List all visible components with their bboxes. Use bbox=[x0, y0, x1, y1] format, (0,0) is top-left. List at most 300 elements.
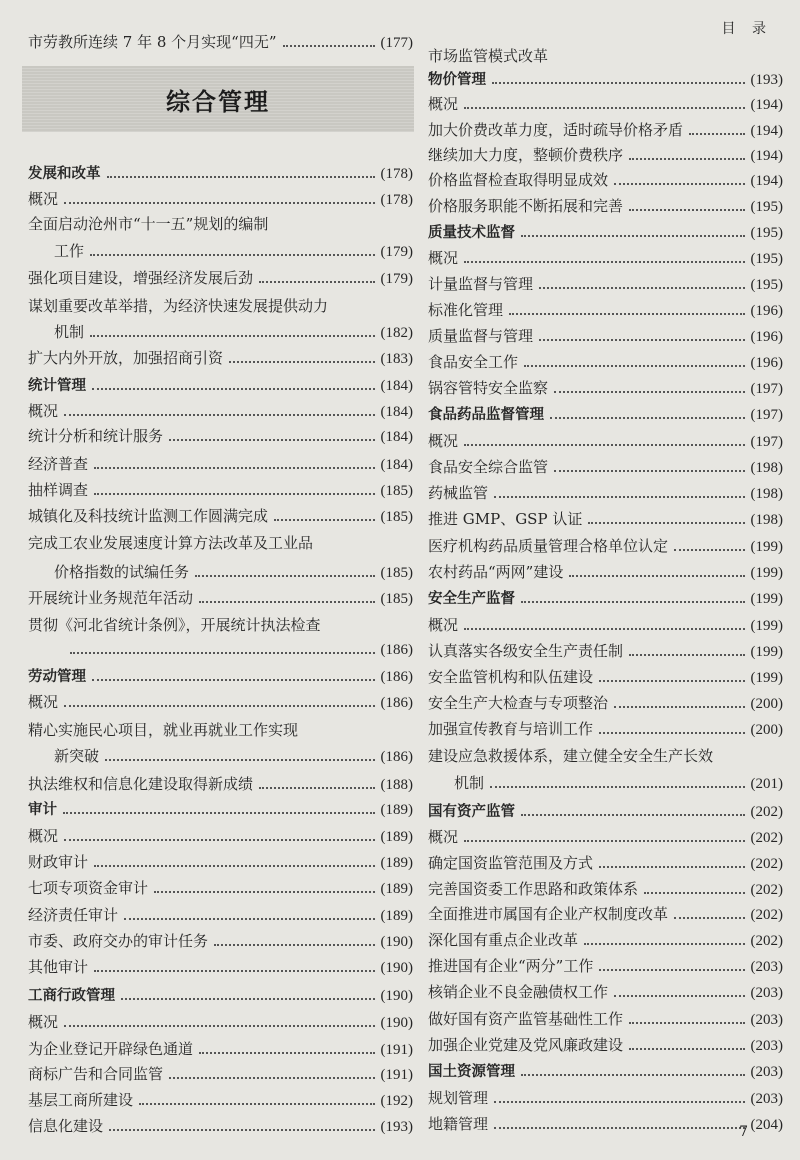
toc-entry bbox=[428, 320, 783, 346]
toc-page-ref: (200) bbox=[750, 696, 783, 712]
toc-dot-leader bbox=[94, 865, 374, 867]
toc-page-ref: (184) bbox=[380, 404, 413, 420]
toc-dot-leader bbox=[63, 812, 375, 814]
toc-page-ref: (193) bbox=[380, 1119, 413, 1135]
toc-page-ref: (192) bbox=[380, 1093, 413, 1109]
toc-section-heading bbox=[28, 660, 413, 686]
toc-entry bbox=[28, 556, 413, 582]
toc-entry-title: 价格监督检查取得明显成效 bbox=[428, 171, 609, 189]
toc-dot-leader bbox=[554, 391, 744, 393]
toc-section-heading bbox=[28, 793, 413, 819]
toc-entry bbox=[28, 235, 413, 261]
toc-entry-title: 开展统计业务规范年活动 bbox=[28, 589, 194, 607]
toc-dot-leader bbox=[614, 183, 744, 185]
toc-entry bbox=[428, 821, 783, 847]
toc-page-ref: (184) bbox=[380, 457, 413, 473]
toc-entry bbox=[28, 500, 413, 526]
toc-entry bbox=[428, 1029, 783, 1055]
toc-dot-leader bbox=[550, 417, 745, 419]
toc-entry bbox=[28, 342, 413, 368]
toc-page-ref: (195) bbox=[750, 199, 783, 215]
toc-page-ref: (203) bbox=[750, 959, 783, 975]
toc-page-ref: (195) bbox=[750, 251, 783, 267]
toc-dot-leader bbox=[195, 575, 374, 577]
toc-dot-leader bbox=[509, 313, 744, 315]
toc-entry-title: 概况 bbox=[428, 432, 459, 450]
toc-dot-leader bbox=[64, 414, 374, 416]
toc-dot-leader bbox=[629, 158, 744, 160]
toc-entry bbox=[28, 582, 413, 608]
toc-entry bbox=[428, 1108, 783, 1134]
toc-dot-leader bbox=[121, 998, 375, 1000]
toc-entry-title: 信息化建设 bbox=[28, 1117, 104, 1135]
toc-entry bbox=[428, 740, 783, 766]
toc-page-ref: (196) bbox=[750, 329, 783, 345]
toc-page-ref: (203) bbox=[750, 1038, 783, 1054]
toc-entry-title: 贯彻《河北省统计条例》，开展统计执法检查 bbox=[28, 616, 321, 634]
toc-page-ref: (195) bbox=[750, 277, 783, 293]
toc-dot-leader bbox=[90, 335, 374, 337]
toc-dot-leader bbox=[464, 107, 744, 109]
toc-dot-leader bbox=[107, 176, 375, 178]
toc-entry bbox=[428, 451, 783, 477]
toc-dot-leader bbox=[599, 680, 744, 682]
toc-entry bbox=[28, 208, 413, 234]
toc-entry-title: 市场监管模式改革 bbox=[428, 47, 549, 65]
toc-dot-leader bbox=[614, 995, 744, 997]
toc-dot-leader bbox=[94, 493, 374, 495]
toc-entry bbox=[28, 820, 413, 846]
toc-entry bbox=[28, 1006, 413, 1032]
toc-entry-title: 价格指数的试编任务 bbox=[54, 563, 190, 581]
toc-entry-title: 经济普查 bbox=[28, 455, 89, 473]
toc-entry-title: 概况 bbox=[28, 402, 59, 420]
toc-dot-leader bbox=[92, 388, 375, 390]
toc-page-ref: (189) bbox=[380, 829, 413, 845]
toc-entry-title: 锅容管特安全监察 bbox=[428, 379, 549, 397]
toc-entry bbox=[28, 1110, 413, 1136]
toc-entry bbox=[428, 530, 783, 556]
toc-entry bbox=[28, 740, 413, 766]
page-corner-label: 目 录 bbox=[721, 21, 772, 37]
toc-entry-title: 食品药品监督管理 bbox=[428, 407, 544, 423]
toc-entry-title: 安全监管机构和队伍建设 bbox=[428, 668, 594, 686]
toc-dot-leader bbox=[599, 732, 744, 734]
toc-entry-title: 强化项目建设，增强经济发展后劲 bbox=[28, 269, 254, 287]
toc-entry-title: 质量技术监督 bbox=[428, 225, 515, 241]
toc-section-heading bbox=[428, 795, 783, 821]
toc-entry bbox=[428, 767, 783, 793]
toc-entry bbox=[28, 316, 413, 342]
toc-entry bbox=[428, 873, 783, 899]
toc-dot-leader bbox=[199, 1052, 374, 1054]
toc-page-ref: (186) bbox=[380, 669, 413, 685]
toc-entry bbox=[28, 183, 413, 209]
toc-entry bbox=[28, 26, 413, 52]
toc-dot-leader bbox=[569, 575, 744, 577]
toc-dot-leader bbox=[629, 654, 744, 656]
toc-page-ref: (202) bbox=[750, 907, 783, 923]
toc-page-ref: (186) bbox=[380, 642, 413, 658]
toc-dot-leader bbox=[494, 1127, 744, 1129]
toc-dot-leader bbox=[229, 361, 374, 363]
toc-page-ref: (185) bbox=[380, 591, 413, 607]
toc-page-ref: (178) bbox=[380, 192, 413, 208]
toc-page-ref: (197) bbox=[750, 407, 783, 423]
toc-entry bbox=[28, 714, 413, 740]
toc-page-ref: (199) bbox=[750, 565, 783, 581]
toc-dot-leader bbox=[139, 1103, 374, 1105]
toc-page-ref: (199) bbox=[750, 591, 783, 607]
toc-dot-leader bbox=[614, 706, 744, 708]
toc-entry bbox=[28, 872, 413, 898]
toc-section-heading bbox=[428, 216, 783, 242]
toc-page-ref: (190) bbox=[380, 988, 413, 1004]
toc-entry-title: 质量监督与管理 bbox=[428, 327, 534, 345]
toc-dot-leader bbox=[64, 1025, 374, 1027]
toc-entry-title: 完成工农业发展速度计算方法改革及工业品 bbox=[28, 534, 314, 552]
toc-entry bbox=[28, 951, 413, 977]
toc-section-heading bbox=[28, 157, 413, 183]
toc-entry-title: 概况 bbox=[428, 616, 459, 634]
toc-entry-title: 劳动管理 bbox=[28, 669, 86, 685]
toc-entry-title: 精心实施民心项目，就业再就业工作实现 bbox=[28, 721, 299, 739]
toc-entry bbox=[428, 477, 783, 503]
toc-entry bbox=[428, 242, 783, 268]
toc-page-ref: (194) bbox=[750, 173, 783, 189]
toc-entry-title: 基层工商所建设 bbox=[28, 1091, 134, 1109]
toc-dot-leader bbox=[521, 814, 745, 816]
toc-entry bbox=[428, 1082, 783, 1108]
toc-dot-leader bbox=[629, 1022, 744, 1024]
toc-section-heading bbox=[28, 979, 413, 1005]
toc-dot-leader bbox=[92, 679, 375, 681]
toc-dot-leader bbox=[274, 519, 374, 521]
toc-dot-leader bbox=[124, 918, 374, 920]
toc-dot-leader bbox=[70, 652, 375, 654]
toc-entry-title: 财政审计 bbox=[28, 853, 89, 871]
toc-page-ref: (191) bbox=[380, 1067, 413, 1083]
toc-entry-title: 规划管理 bbox=[428, 1089, 489, 1107]
toc-entry-title: 统计分析和统计服务 bbox=[28, 427, 164, 445]
toc-page-ref: (178) bbox=[380, 166, 413, 182]
toc-page-ref: (189) bbox=[380, 908, 413, 924]
toc-dot-leader bbox=[90, 254, 374, 256]
toc-entry-title: 深化国有重点企业改革 bbox=[428, 931, 579, 949]
toc-entry bbox=[428, 976, 783, 1002]
toc-entry bbox=[428, 346, 783, 372]
toc-dot-leader bbox=[490, 786, 744, 788]
toc-dot-leader bbox=[494, 496, 744, 498]
toc-dot-leader bbox=[492, 82, 745, 84]
toc-entry-title: 概况 bbox=[28, 827, 59, 845]
toc-entry bbox=[28, 925, 413, 951]
toc-page-ref: (189) bbox=[380, 802, 413, 818]
toc-entry-title: 机制 bbox=[454, 774, 485, 792]
toc-dot-leader bbox=[169, 1077, 374, 1079]
toc-entry-title: 标准化管理 bbox=[428, 301, 504, 319]
toc-page-ref: (198) bbox=[750, 512, 783, 528]
toc-dot-leader bbox=[464, 628, 744, 630]
toc-entry bbox=[28, 899, 413, 925]
toc-page-ref: (190) bbox=[380, 1015, 413, 1031]
toc-entry-title: 建设应急救援体系，建立健全安全生产长效 bbox=[428, 747, 714, 765]
toc-entry bbox=[428, 635, 783, 661]
toc-page-ref: (184) bbox=[380, 429, 413, 445]
toc-dot-leader bbox=[629, 1048, 744, 1050]
toc-page-ref: (199) bbox=[750, 644, 783, 660]
toc-entry-title: 安全生产监督 bbox=[428, 591, 515, 607]
toc-dot-leader bbox=[584, 943, 744, 945]
toc-page-ref: (202) bbox=[750, 856, 783, 872]
toc-entry-title: 概况 bbox=[28, 1013, 59, 1031]
toc-dot-leader bbox=[521, 235, 745, 237]
toc-entry bbox=[428, 139, 783, 165]
toc-entry bbox=[428, 503, 783, 529]
toc-dot-leader bbox=[599, 969, 744, 971]
toc-page-ref: (202) bbox=[750, 933, 783, 949]
toc-entry-title: 市劳教所连续 7 年 8 个月实现“四无” bbox=[28, 33, 277, 51]
toc-page-ref: (186) bbox=[380, 695, 413, 711]
toc-entry bbox=[428, 661, 783, 687]
toc-page-ref: (199) bbox=[750, 539, 783, 555]
toc-entry bbox=[28, 1033, 413, 1059]
toc-dot-leader bbox=[464, 840, 744, 842]
toc-entry bbox=[28, 290, 413, 316]
toc-entry bbox=[28, 686, 413, 712]
toc-entry bbox=[28, 527, 413, 553]
toc-page-ref: (191) bbox=[380, 1042, 413, 1058]
toc-entry-title: 其他审计 bbox=[28, 958, 89, 976]
toc-entry bbox=[28, 448, 413, 474]
toc-page-ref: (203) bbox=[750, 1091, 783, 1107]
section-banner-title: 综合管理 bbox=[166, 87, 270, 116]
toc-page-ref: (197) bbox=[750, 434, 783, 450]
toc-page-ref: (201) bbox=[750, 776, 783, 792]
toc-entry-title: 国土资源管理 bbox=[428, 1064, 515, 1080]
toc-page-ref: (198) bbox=[750, 460, 783, 476]
toc-page-ref: (185) bbox=[380, 509, 413, 525]
toc-entry-title: 安全生产大检查与专项整治 bbox=[428, 694, 609, 712]
toc-dot-leader bbox=[599, 866, 744, 868]
toc-dot-leader bbox=[689, 133, 744, 135]
toc-page-ref: (190) bbox=[380, 934, 413, 950]
toc-entry-title: 加强企业党建及党风廉政建设 bbox=[428, 1036, 624, 1054]
toc-entry-title: 谋划重要改革举措，为经济快速发展提供动力 bbox=[28, 297, 329, 315]
toc-entry-title: 全面启动沧州市“十一五”规划的编制 bbox=[28, 215, 269, 233]
toc-page-ref: (183) bbox=[380, 351, 413, 367]
toc-entry-title: 工商行政管理 bbox=[28, 988, 115, 1004]
toc-entry bbox=[428, 847, 783, 873]
toc-entry-title: 市委、政府交办的审计任务 bbox=[28, 932, 209, 950]
toc-page-ref: (202) bbox=[750, 804, 783, 820]
toc-entry-title: 完善国资委工作思路和政策体系 bbox=[428, 880, 639, 898]
toc-entry bbox=[28, 262, 413, 288]
toc-page-ref: (204) bbox=[750, 1117, 783, 1133]
toc-section-heading bbox=[28, 369, 413, 395]
toc-entry-title: 计量监督与管理 bbox=[428, 275, 534, 293]
toc-entry bbox=[28, 1058, 413, 1084]
toc-section-heading bbox=[428, 582, 783, 608]
toc-page-ref: (190) bbox=[380, 960, 413, 976]
toc-entry-title: 概况 bbox=[28, 190, 59, 208]
toc-entry bbox=[428, 1003, 783, 1029]
page-number: 7 bbox=[739, 1124, 748, 1140]
toc-dot-leader bbox=[554, 470, 744, 472]
toc-dot-leader bbox=[259, 787, 374, 789]
toc-entry-title: 商标广告和合同监管 bbox=[28, 1065, 164, 1083]
toc-page-ref: (193) bbox=[750, 72, 783, 88]
toc-entry bbox=[28, 1084, 413, 1110]
toc-dot-leader bbox=[524, 365, 744, 367]
toc-entry-title: 统计管理 bbox=[28, 378, 86, 394]
toc-dot-leader bbox=[494, 1101, 744, 1103]
toc-dot-leader bbox=[539, 339, 744, 341]
toc-dot-leader bbox=[674, 917, 744, 919]
toc-entry bbox=[428, 425, 783, 451]
toc-entry-title: 地籍管理 bbox=[428, 1115, 489, 1133]
toc-entry bbox=[28, 420, 413, 446]
toc-entry-title: 扩大内外开放，加强招商引资 bbox=[28, 349, 224, 367]
toc-page-ref: (203) bbox=[750, 1012, 783, 1028]
toc-dot-leader bbox=[629, 209, 744, 211]
toc-dot-leader bbox=[199, 601, 374, 603]
toc-section-heading bbox=[428, 398, 783, 424]
toc-page-ref: (189) bbox=[380, 855, 413, 871]
toc-entry bbox=[428, 950, 783, 976]
toc-entry-title: 城镇化及科技统计监测工作圆满完成 bbox=[28, 507, 269, 525]
toc-dot-leader bbox=[154, 891, 374, 893]
toc-entry bbox=[428, 190, 783, 216]
toc-entry-title: 概况 bbox=[428, 828, 459, 846]
toc-page-ref: (199) bbox=[750, 618, 783, 634]
toc-entry bbox=[28, 846, 413, 872]
toc-page-ref: (177) bbox=[380, 35, 413, 51]
toc-page-ref: (197) bbox=[750, 381, 783, 397]
toc-page-ref: (199) bbox=[750, 670, 783, 686]
toc-entry-title: 核销企业不良金融债权工作 bbox=[428, 983, 609, 1001]
toc-entry-title: 概况 bbox=[28, 693, 59, 711]
toc-entry-title: 机制 bbox=[54, 323, 85, 341]
toc-entry-title: 全面推进市属国有企业产权制度改革 bbox=[428, 905, 669, 923]
toc-entry-title: 执法维权和信息化建设取得新成绩 bbox=[28, 775, 254, 793]
toc-entry bbox=[428, 924, 783, 950]
toc-dot-leader bbox=[588, 522, 744, 524]
toc-entry-title: 做好国有资产监管基础性工作 bbox=[428, 1010, 624, 1028]
toc-dot-leader bbox=[259, 281, 374, 283]
toc-entry-title: 价格服务职能不断拓展和完善 bbox=[428, 197, 624, 215]
toc-page-ref: (194) bbox=[750, 97, 783, 113]
toc-dot-leader bbox=[464, 444, 744, 446]
toc-entry bbox=[428, 713, 783, 739]
toc-entry-title: 药械监管 bbox=[428, 484, 489, 502]
toc-entry bbox=[428, 114, 783, 140]
toc-page-ref: (198) bbox=[750, 486, 783, 502]
toc-entry-title: 物价管理 bbox=[428, 72, 486, 88]
toc-entry-title: 概况 bbox=[428, 95, 459, 113]
toc-entry-title: 经济责任审计 bbox=[28, 906, 119, 924]
toc-page-ref: (179) bbox=[380, 271, 413, 287]
toc-dot-leader bbox=[169, 439, 374, 441]
toc-page-ref: (202) bbox=[750, 882, 783, 898]
toc-page-ref: (196) bbox=[750, 355, 783, 371]
toc-dot-leader bbox=[644, 892, 744, 894]
toc-entry bbox=[428, 687, 783, 713]
toc-page-ref: (203) bbox=[750, 1064, 783, 1080]
toc-entry bbox=[28, 395, 413, 421]
toc-dot-leader bbox=[64, 202, 374, 204]
toc-entry bbox=[428, 294, 783, 320]
toc-entry-title: 加强宣传教育与培训工作 bbox=[428, 720, 594, 738]
toc-dot-leader bbox=[109, 1129, 374, 1131]
toc-dot-leader bbox=[674, 549, 744, 551]
toc-entry-title: 概况 bbox=[428, 249, 459, 267]
toc-page-ref: (182) bbox=[380, 325, 413, 341]
toc-page-ref: (185) bbox=[380, 565, 413, 581]
toc-page-ref: (200) bbox=[750, 722, 783, 738]
toc-entry-title: 审计 bbox=[28, 802, 57, 818]
toc-entry-title: 推进 GMP、GSP 认证 bbox=[428, 510, 583, 528]
section-banner bbox=[22, 66, 414, 132]
toc-entry bbox=[428, 556, 783, 582]
toc-entry-title: 农村药品“两网”建设 bbox=[428, 563, 564, 581]
toc-dot-leader bbox=[64, 839, 374, 841]
toc-entry bbox=[428, 164, 783, 190]
toc-entry bbox=[428, 898, 783, 924]
toc-page-ref: (202) bbox=[750, 830, 783, 846]
toc-page-ref: (196) bbox=[750, 303, 783, 319]
toc-entry bbox=[28, 768, 413, 794]
toc-entry-title: 食品安全综合监管 bbox=[428, 458, 549, 476]
toc-page-ref: (194) bbox=[750, 123, 783, 139]
toc-entry bbox=[428, 372, 783, 398]
toc-entry bbox=[428, 609, 783, 635]
toc-entry-title: 国有资产监管 bbox=[428, 804, 515, 820]
toc-section-heading bbox=[428, 63, 783, 89]
toc-dot-leader bbox=[105, 759, 374, 761]
toc-entry bbox=[28, 633, 413, 659]
toc-entry-title: 新突破 bbox=[54, 747, 100, 765]
toc-dot-leader bbox=[64, 705, 374, 707]
toc-entry-title: 认真落实各级安全生产责任制 bbox=[428, 642, 624, 660]
toc-entry-title: 发展和改革 bbox=[28, 166, 101, 182]
toc-page-ref: (194) bbox=[750, 148, 783, 164]
toc-page-ref: (203) bbox=[750, 985, 783, 1001]
toc-dot-leader bbox=[521, 601, 745, 603]
toc-entry-title: 加大价费改革力度，适时疏导价格矛盾 bbox=[428, 121, 684, 139]
toc-dot-leader bbox=[94, 467, 374, 469]
toc-entry-title: 食品安全工作 bbox=[428, 353, 519, 371]
toc-entry-title: 推进国有企业“两分”工作 bbox=[428, 957, 594, 975]
toc-page-ref: (185) bbox=[380, 483, 413, 499]
toc-entry bbox=[28, 474, 413, 500]
toc-entry bbox=[428, 268, 783, 294]
toc-dot-leader bbox=[283, 45, 375, 47]
toc-entry-title: 为企业登记开辟绿色通道 bbox=[28, 1040, 194, 1058]
toc-page-ref: (184) bbox=[380, 378, 413, 394]
toc-dot-leader bbox=[539, 287, 744, 289]
toc-entry-title: 七项专项资金审计 bbox=[28, 879, 149, 897]
toc-page-ref: (179) bbox=[380, 244, 413, 260]
toc-entry-title: 工作 bbox=[54, 242, 85, 260]
toc-page-ref: (186) bbox=[380, 749, 413, 765]
toc-page-ref: (189) bbox=[380, 881, 413, 897]
toc-entry bbox=[28, 609, 413, 635]
toc-section-heading bbox=[428, 1055, 783, 1081]
toc-entry bbox=[428, 88, 783, 114]
toc-page-ref: (188) bbox=[380, 777, 413, 793]
toc-dot-leader bbox=[214, 944, 374, 946]
